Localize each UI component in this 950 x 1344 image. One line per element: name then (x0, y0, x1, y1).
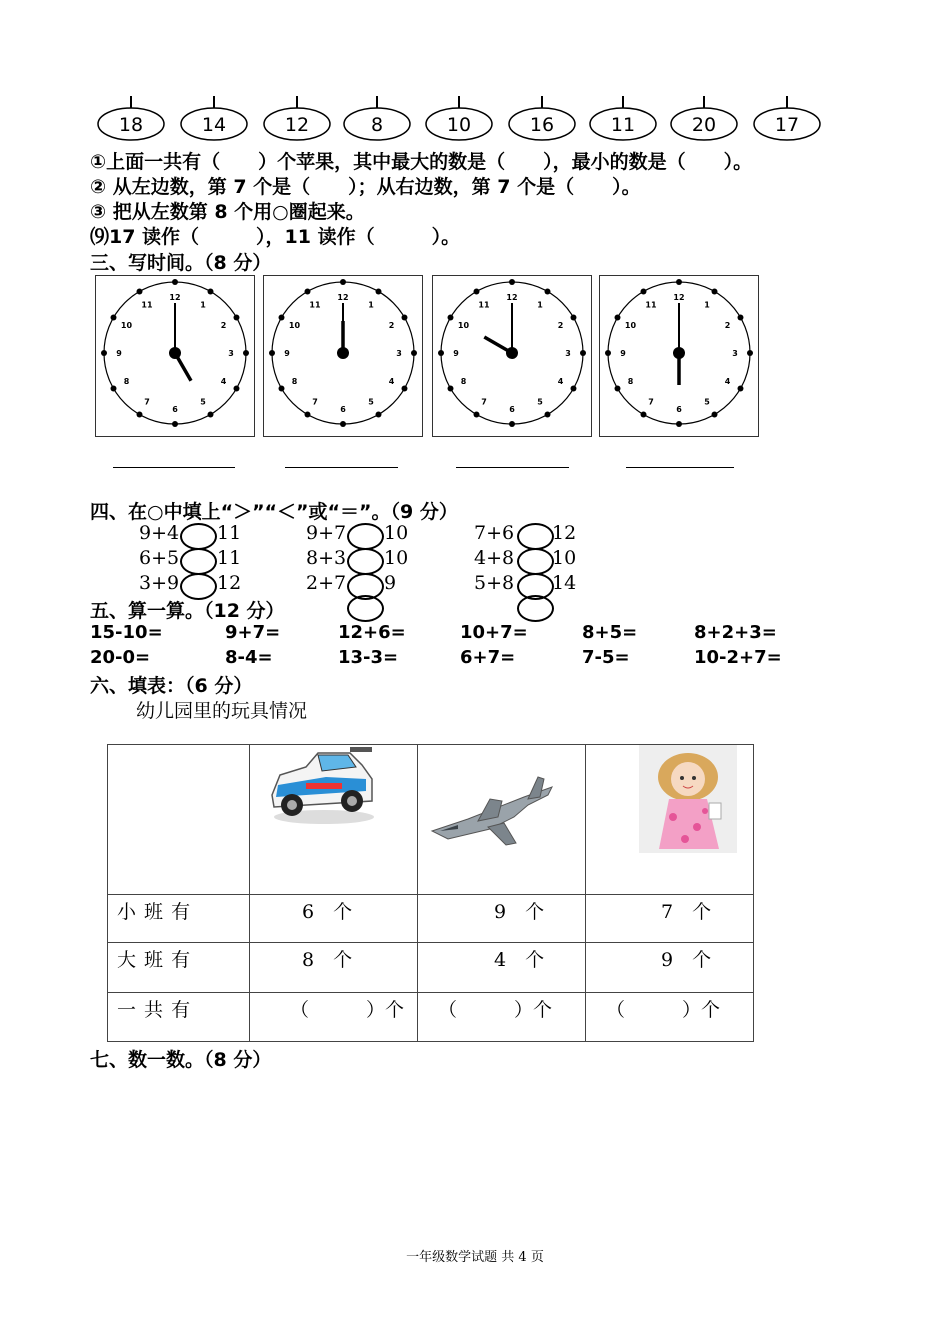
doll-icon (639, 745, 737, 853)
clock-number: 11 (645, 300, 657, 310)
calc-item: 6+7= (460, 647, 516, 668)
toy-table (107, 744, 754, 1042)
row-label: 大 班 有 (108, 943, 250, 993)
apple (341, 94, 413, 142)
clock-number: 12 (169, 293, 181, 302)
compare-left: 9+4 (139, 522, 180, 544)
apple-number: 16 (529, 114, 555, 136)
compare-circle[interactable] (517, 595, 554, 622)
compare-right: 10 (552, 547, 577, 569)
table-cell: 9 个 (586, 943, 754, 993)
clock-tick (340, 279, 346, 285)
answer-line[interactable] (113, 467, 235, 468)
clock-tick (208, 289, 214, 295)
clock-number: 7 (144, 397, 150, 407)
clock-tick (401, 315, 407, 321)
compare-left: 4+8 (474, 547, 515, 569)
apple (178, 94, 250, 142)
clock-tick (448, 315, 454, 321)
compare-circle[interactable] (517, 548, 554, 575)
clock-number: 1 (537, 300, 543, 310)
clock-center (169, 347, 181, 359)
table-header-row (108, 745, 754, 895)
clock-tick (137, 289, 143, 295)
clock-number: 3 (732, 349, 738, 358)
clock-number: 2 (388, 321, 395, 330)
table-cell: 8 个 (250, 943, 418, 993)
jet-cell (418, 745, 586, 895)
calc-item: 12+6= (338, 622, 406, 643)
compare-left: 6+5 (139, 547, 180, 569)
clock-number: 1 (200, 300, 206, 310)
compare-circle[interactable] (347, 548, 384, 575)
apple (751, 94, 823, 142)
question-line-1: ①上面一共有（ ）个苹果，其中最大的数是（ ），最小的数是（ ）。 (90, 151, 753, 173)
clock-face (432, 275, 592, 437)
table-row (108, 943, 754, 993)
clock-number: 1 (368, 300, 374, 310)
clock-number: 11 (141, 300, 153, 310)
apple-number: 20 (691, 114, 717, 136)
clock-tick (615, 315, 621, 321)
clock-number: 7 (481, 397, 487, 407)
clock-center (337, 347, 349, 359)
compare-circle[interactable] (180, 523, 217, 550)
clock-number: 2 (724, 321, 731, 330)
clock-number: 6 (172, 405, 178, 414)
race-car-cell (250, 745, 418, 895)
apple-number: 10 (446, 114, 472, 136)
table-row (108, 993, 754, 1042)
clock-tick (712, 289, 718, 295)
clock-tick (737, 315, 743, 321)
clock-face (263, 275, 423, 437)
section-6-title: 六、填表：（6 分） (90, 675, 253, 697)
compare-left: 8+3 (306, 547, 347, 569)
clock-number: 7 (312, 397, 318, 407)
clock-tick (676, 279, 682, 285)
compare-left: 2+7 (306, 572, 347, 594)
clock-number: 5 (368, 397, 374, 407)
clock-tick (605, 350, 611, 356)
clock-number: 4 (557, 377, 564, 386)
calc-item: 20-0= (90, 647, 151, 668)
clock-face (95, 275, 255, 437)
clock-tick (509, 279, 515, 285)
section-7-title: 七、数一数。（8 分） (90, 1049, 272, 1071)
answer-cell[interactable]: （ ）个 (418, 993, 586, 1042)
clock-tick (340, 421, 346, 427)
answer-line[interactable] (456, 467, 569, 468)
clock-number: 4 (388, 377, 395, 386)
calc-item: 9+7= (225, 622, 281, 643)
clock-number: 9 (284, 349, 290, 358)
clock-tick (747, 350, 753, 356)
apple-number: 18 (118, 114, 144, 136)
clock-number: 3 (396, 349, 402, 358)
clock-number: 10 (288, 321, 301, 330)
apple-number: 14 (201, 114, 227, 136)
clock-number: 10 (120, 321, 133, 330)
race-car-icon (266, 745, 378, 829)
clock-tick (411, 350, 417, 356)
clock-number: 9 (116, 349, 122, 358)
apple-number: 12 (284, 114, 310, 136)
clock-tick (474, 289, 480, 295)
compare-left: 9+7 (306, 522, 347, 544)
clock-tick (101, 350, 107, 356)
clock-tick (111, 315, 117, 321)
section-4-title: 四、在○中填上“＞”“＜”或“＝”。（9 分） (90, 501, 458, 523)
clock-tick (570, 386, 576, 392)
table-cell: 6 个 (250, 895, 418, 943)
compare-left: 3+9 (139, 572, 180, 594)
clock-number: 2 (557, 321, 564, 330)
clock-number: 5 (537, 397, 543, 407)
section-5-title: 五、算一算。（12 分） (90, 600, 285, 622)
row-label: 一 共 有 (108, 993, 250, 1042)
compare-right: 14 (552, 572, 577, 594)
table-cell: 9 个 (418, 895, 586, 943)
clock-number: 6 (340, 405, 346, 414)
clock-number: 6 (509, 405, 515, 414)
table-corner-cell (108, 745, 250, 895)
clock-face (599, 275, 759, 437)
apple (423, 94, 495, 142)
clock-tick (641, 411, 647, 417)
calc-item: 13-3= (338, 647, 399, 668)
answer-cell[interactable]: （ ）个 (586, 993, 754, 1042)
clock-tick (279, 386, 285, 392)
question-line-2: ② 从左边数，第 7 个是（ ）；从右边数，第 7 个是（ ）。 (90, 176, 641, 198)
clock-number: 10 (624, 321, 637, 330)
question-line-3: ③ 把从左数第 8 个用○圈起来。 (90, 201, 365, 223)
clock-tick (545, 411, 551, 417)
calc-item: 8+5= (582, 622, 638, 643)
clock-tick (208, 411, 214, 417)
clock-tick (438, 350, 444, 356)
apple (587, 94, 659, 142)
table-caption: 幼儿园里的玩具情况 (136, 700, 308, 722)
clock-tick (737, 386, 743, 392)
clock-tick (641, 289, 647, 295)
compare-right: 10 (384, 547, 409, 569)
apple (506, 94, 578, 142)
clock-number: 7 (648, 397, 654, 407)
calc-item: 8-4= (225, 647, 273, 668)
clock-tick (474, 411, 480, 417)
compare-circle[interactable] (347, 595, 384, 622)
table-cell: 7 个 (586, 895, 754, 943)
clock-number: 4 (220, 377, 227, 386)
clock-tick (615, 386, 621, 392)
clock-tick (243, 350, 249, 356)
apple-number: 11 (610, 114, 636, 136)
clock-number: 12 (506, 293, 518, 302)
clock-number: 6 (676, 405, 682, 414)
compare-circle[interactable] (180, 548, 217, 575)
page-footer: 一年级数学试题 共 4 页 (406, 1250, 544, 1265)
clock-tick (580, 350, 586, 356)
clock-tick (279, 315, 285, 321)
clock-number: 8 (460, 377, 467, 386)
fighter-jet-icon (428, 769, 560, 859)
clock-number: 12 (337, 293, 349, 302)
calc-item: 7-5= (582, 647, 630, 668)
clock-number: 12 (673, 293, 685, 302)
answer-cell[interactable]: （ ）个 (250, 993, 418, 1042)
clock-tick (545, 289, 551, 295)
compare-right: 12 (552, 522, 577, 544)
clock-tick (712, 411, 718, 417)
clock-number: 9 (453, 349, 459, 358)
compare-right: 12 (217, 572, 242, 594)
clock-tick (305, 289, 311, 295)
clock-number: 1 (704, 300, 710, 310)
answer-line[interactable] (285, 467, 398, 468)
clock-number: 9 (620, 349, 626, 358)
section-3-title: 三、写时间。（8 分） (90, 252, 272, 274)
clock-number: 3 (228, 349, 234, 358)
clock-tick (570, 315, 576, 321)
calc-item: 10-2+7= (694, 647, 782, 668)
apple (261, 94, 333, 142)
clock-tick (172, 421, 178, 427)
clock-number: 11 (309, 300, 321, 310)
apple (668, 94, 740, 142)
clock-tick (233, 386, 239, 392)
clock-tick (172, 279, 178, 285)
clock-number: 11 (478, 300, 490, 310)
clock-number: 8 (123, 377, 130, 386)
clock-number: 4 (724, 377, 731, 386)
clock-number: 3 (565, 349, 571, 358)
clock-tick (111, 386, 117, 392)
table-row (108, 895, 754, 943)
calc-item: 15-10= (90, 622, 163, 643)
table-cell: 4 个 (418, 943, 586, 993)
compare-right: 10 (384, 522, 409, 544)
clock-tick (269, 350, 275, 356)
compare-left: 5+8 (474, 572, 515, 594)
question-line-4: ⑼17 读作（ ），11 读作（ ）。 (90, 226, 461, 248)
apple (95, 94, 167, 142)
clock-tick (676, 421, 682, 427)
clock-number: 5 (704, 397, 710, 407)
compare-right: 11 (217, 522, 242, 544)
apple-number: 8 (370, 114, 384, 136)
doll-cell (586, 745, 754, 895)
compare-right: 9 (384, 572, 397, 594)
clock-number: 10 (457, 321, 470, 330)
clock-number: 5 (200, 397, 206, 407)
clock-tick (509, 421, 515, 427)
apple-number: 17 (774, 114, 800, 136)
clock-tick (305, 411, 311, 417)
clock-tick (376, 289, 382, 295)
answer-line[interactable] (626, 467, 734, 468)
clock-number: 8 (291, 377, 298, 386)
compare-right: 11 (217, 547, 242, 569)
clock-number: 2 (220, 321, 227, 330)
clock-tick (137, 411, 143, 417)
compare-left: 7+6 (474, 522, 515, 544)
compare-circle[interactable] (517, 523, 554, 550)
calc-item: 10+7= (460, 622, 528, 643)
clock-tick (376, 411, 382, 417)
clock-number: 8 (627, 377, 634, 386)
clock-tick (401, 386, 407, 392)
clock-tick (448, 386, 454, 392)
clock-tick (233, 315, 239, 321)
compare-circle[interactable] (347, 523, 384, 550)
clock-center (506, 347, 518, 359)
row-label: 小 班 有 (108, 895, 250, 943)
clock-center (673, 347, 685, 359)
calc-item: 8+2+3= (694, 622, 777, 643)
